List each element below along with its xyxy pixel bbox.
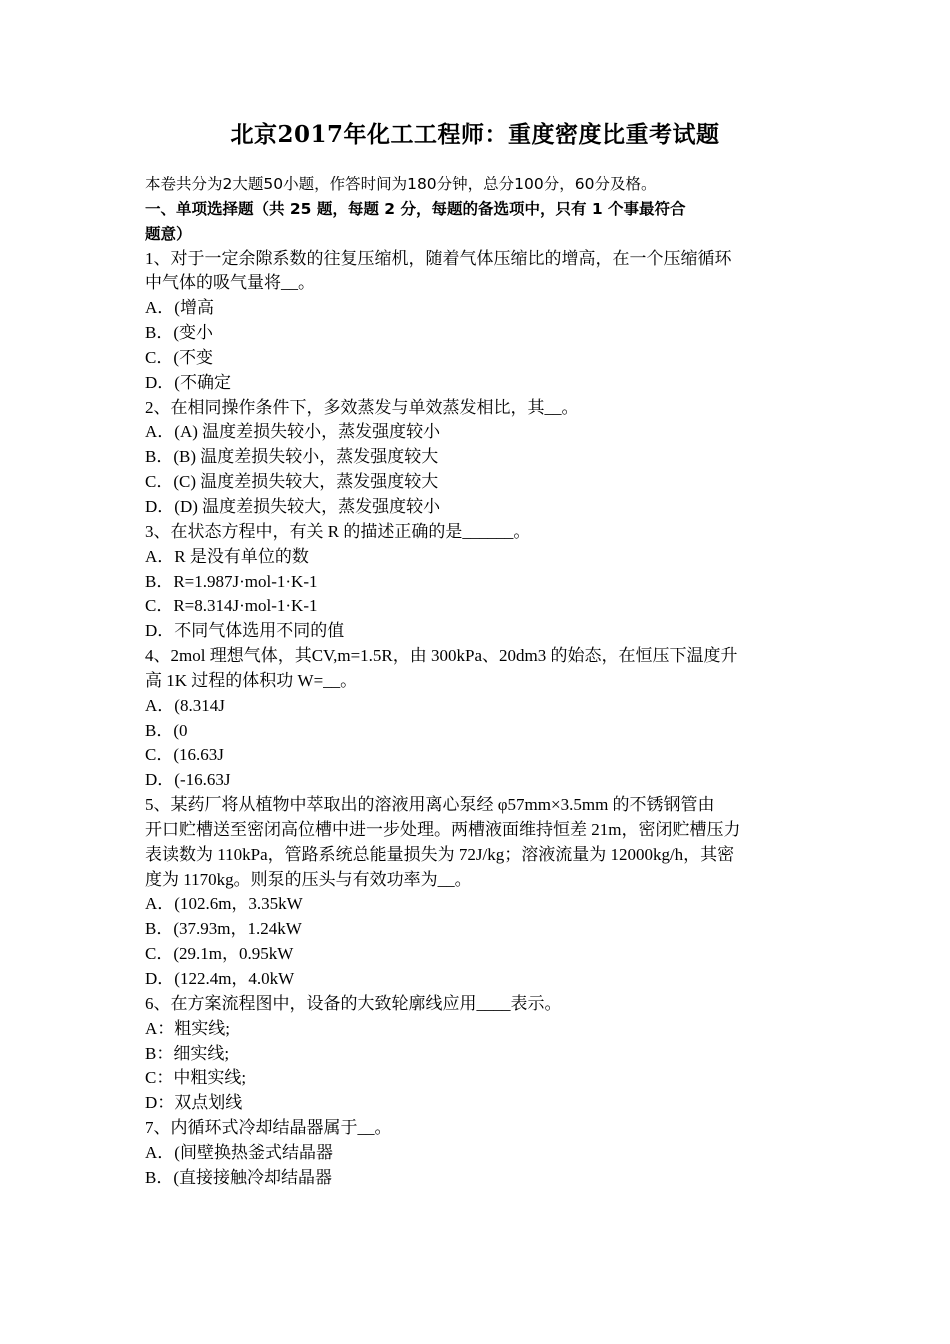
question-7-option-a: A．(间壁换热釜式结晶器 <box>145 1142 333 1162</box>
question-6-option-d: D：双点划线 <box>145 1093 243 1113</box>
question-6-option-b: B：细实线; <box>145 1043 230 1063</box>
question-4-stem-line-1: 4、2mol 理想气体，其CV,m=1.5R，由 300kPa、20dm3 的始态，在恒压下温度升 <box>145 646 738 666</box>
document-title: 北京2017年化工工程师：重度密度比重考试题 <box>230 121 720 148</box>
question-6-option-a: A：粗实线; <box>145 1018 230 1038</box>
question-5-stem-line-2: 开口贮槽送至密闭高位槽中进一步处理。两槽液面维持恒差 21m，密闭贮槽压力 <box>145 819 741 839</box>
question-1-option-d: D．(不确定 <box>145 372 231 392</box>
question-2-option-a: A．(A) 温度差损失较小，蒸发强度较小 <box>145 422 441 442</box>
question-1-stem-line-1: 1、对于一定余隙系数的往复压缩机，随着气体压缩比的增高，在一个压缩循环 <box>145 248 732 268</box>
question-2-option-d: D．(D) 温度差损失较大，蒸发强度较小 <box>145 496 441 516</box>
question-4-option-d: D．(-16.63J <box>145 770 231 790</box>
question-7-option-b: B．(直接接触冷却结晶器 <box>145 1167 332 1187</box>
document-body <box>145 172 810 1191</box>
question-5-option-c: C．(29.1m，0.95kW <box>145 944 294 964</box>
question-3-option-d: D．不同气体选用不同的值 <box>145 621 345 641</box>
question-3-option-b: B．R=1.987J·mol-1·K-1 <box>145 571 318 591</box>
question-1-option-c: C．(不变 <box>145 347 213 367</box>
question-7-stem: 7、内循环式冷却结晶器属于__。 <box>145 1118 392 1138</box>
section-heading-line-2: 题意） <box>145 224 192 243</box>
exam-summary: 本卷共分为2大题50小题，作答时间为180分钟，总分100分，60分及格。 <box>145 175 657 193</box>
question-3-stem: 3、在状态方程中，有关 R 的描述正确的是______。 <box>145 521 531 541</box>
section-heading-line-1: 一、单项选择题（共 25 题，每题 2 分，每题的备选项中，只有 1 个事最符合 <box>145 199 686 218</box>
question-3-option-a: A．R 是没有单位的数 <box>145 546 309 566</box>
question-1-option-a: A．(增高 <box>145 298 214 318</box>
question-5-stem-line-4: 度为 1170kg。则泵的压头与有效功率为__。 <box>145 869 472 889</box>
question-1-stem-line-2: 中气体的吸气量将__。 <box>145 273 315 293</box>
question-4-option-c: C．(16.63J <box>145 745 224 765</box>
question-2-option-b: B．(B) 温度差损失较小，蒸发强度较大 <box>145 447 439 467</box>
question-3-option-c: C．R=8.314J·mol-1·K-1 <box>145 596 318 616</box>
question-5-option-a: A．(102.6m，3.35kW <box>145 894 303 914</box>
question-4-stem-line-2: 高 1K 过程的体积功 W=__。 <box>145 670 358 690</box>
question-4-option-a: A．(8.314J <box>145 695 225 715</box>
question-4-option-b: B．(0 <box>145 720 188 740</box>
question-5-stem-line-3: 表读数为 110kPa，管路系统总能量损失为 72J/kg；溶液流量为 12000kg/h，其密 <box>145 844 735 864</box>
question-6-stem: 6、在方案流程图中，设备的大致轮廓线应用____表示。 <box>145 993 562 1013</box>
question-2-stem: 2、在相同操作条件下，多效蒸发与单效蒸发相比，其__。 <box>145 397 579 417</box>
question-1-option-b: B．(变小 <box>145 323 213 343</box>
question-6-option-c: C：中粗实线; <box>145 1068 247 1088</box>
question-5-option-d: D．(122.4m，4.0kW <box>145 969 295 988</box>
question-5-option-b: B．(37.93m，1.24kW <box>145 919 302 939</box>
question-2-option-c: C．(C) 温度差损失较大，蒸发强度较大 <box>145 472 439 492</box>
question-5-stem-line-1: 5、某药厂将从植物中萃取出的溶液用离心泵经 φ57mm×3.5mm 的不锈钢管由 <box>145 795 715 815</box>
